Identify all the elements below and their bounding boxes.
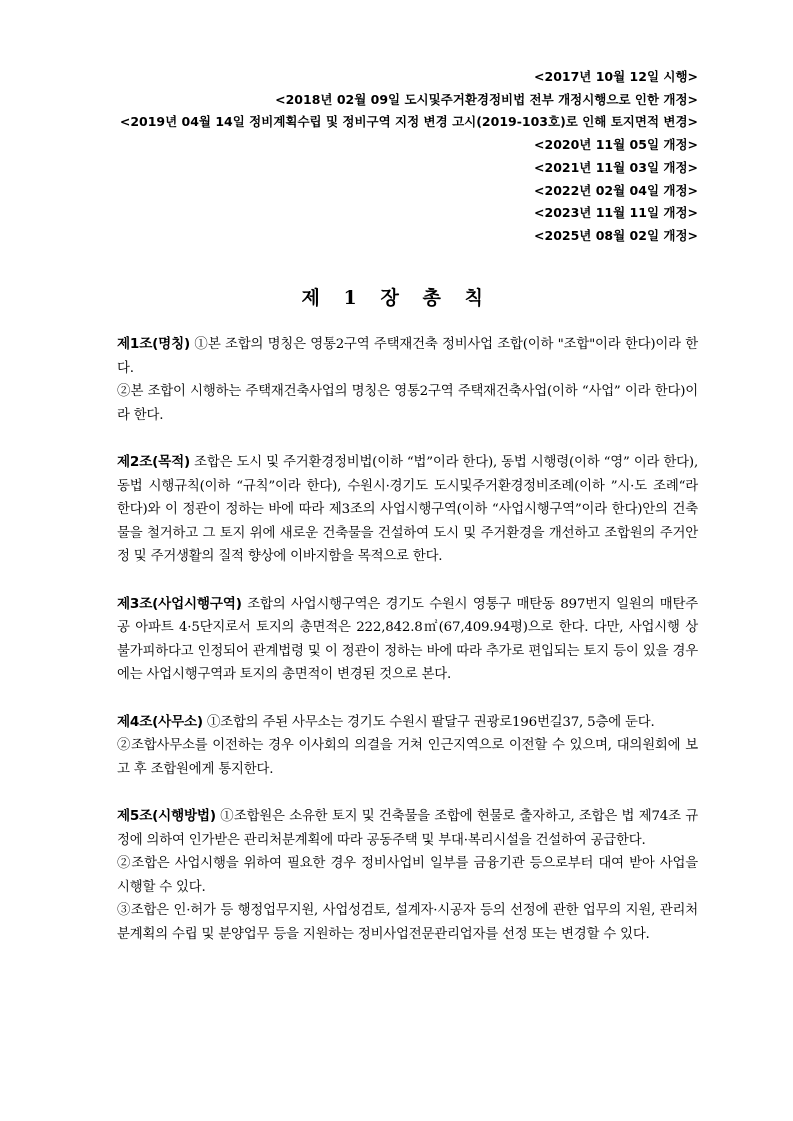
revision-history-line: <2025년 08월 02일 개정>	[534, 227, 698, 243]
article-heading: 제5조(시행방법)	[117, 808, 216, 824]
article-paragraph: ②본 조합이 시행하는 주택재건축사업의 명칭은 영통2구역 주택재건축사업(이하 “사업” 이라 한다)이라 한다.	[117, 384, 698, 423]
article-paragraph	[117, 711, 698, 735]
article-1	[117, 333, 698, 427]
article-2	[117, 451, 698, 569]
article-paragraph	[117, 593, 698, 687]
article-paragraph: ②조합사무소를 이전하는 경우 이사회의 의결을 거쳐 인근지역으로 이전할 수 있으며, 대의원회에 보고 후 조합원에게 통지한다.	[117, 738, 698, 777]
article-heading: 제2조(목적)	[117, 454, 191, 470]
revision-history-line: <2018년 02월 09일 도시및주거환경정비법 전부 개정시행으로 인한 개정>	[275, 91, 698, 107]
revision-history	[58, 66, 698, 248]
article-paragraph	[117, 451, 698, 569]
revision-history-line: <2021년 11월 03일 개정>	[534, 159, 698, 175]
article-heading: 제4조(사무소)	[117, 713, 203, 730]
revision-history-line: <2023년 11월 11일 개정>	[534, 205, 698, 221]
article-4	[117, 711, 698, 782]
article-paragraph: ③조합은 인·허가 등 행정업무지원, 사업성검토, 설계자·시공자 등의 선정에 관한 업무의 지원, 관리처분계획의 수립 및 분양업무 등을 지원하는 정비사업전문관리업자를 선정 또는 변경할 수 있다.	[117, 903, 698, 942]
article-heading: 제3조(사업시행구역)	[117, 595, 242, 612]
article-5	[117, 805, 698, 946]
revision-history-line: <2019년 04월 14일 정비계획수립 및 정비구역 지정 변경 고시(2019-103호)로 인해 토지면적 변경>	[119, 114, 698, 130]
revision-history-line: <2020년 11월 05일 개정>	[534, 137, 698, 153]
article-text: ①조합원은 소유한 토지 및 건축물을 조합에 현물로 출자하고, 조합은 법 제74조 규정에 의하여 인가받은 관리처분계획에 따라 공동주택 및 부대·복리시설을 건설하여 공급한다.	[117, 809, 698, 848]
article-heading: 제1조(명칭)	[117, 336, 191, 352]
chapter-title: 제 1 장 총 칙	[301, 287, 492, 309]
article-text: ①조합의 주된 사무소는 경기도 수원시 팔달구 권광로196번길37, 5층에 둔다.	[207, 714, 655, 730]
article-paragraph: ②조합은 사업시행을 위하여 필요한 경우 정비사업비 일부를 금융기관 등으로부터 대여 받아 사업을 시행할 수 있다.	[117, 856, 698, 895]
article-paragraph	[117, 333, 698, 380]
article-3	[117, 593, 698, 687]
revision-history-line: <2017년 10월 12일 시행>	[534, 69, 698, 84]
revision-history-line: <2022년 02월 04일 개정>	[534, 182, 698, 198]
article-paragraph	[117, 805, 698, 852]
article-list	[117, 333, 698, 970]
article-text: 조합의 사업시행구역은 경기도 수원시 영통구 매탄동 897번지 일원의 매탄주공 아파트 4·5단지로서 토지의 총면적은 222,842.8㎡(67,409.94평)으로 한다. 다만, 사업시행 상 불가피하다고 인정되어 관계법령 및 이 정관이 정하는 바에 따라 추가로 편입되는 토지 등이 있을 경우에는 사업시행구역과 토지의 총면적이 변경된 것으로 본다.	[117, 596, 699, 682]
article-text: 조합은 도시 및 주거환경정비법(이하 “법”이라 한다), 동법 시행령(이하 “영” 이라 한다), 동법 시행규칙(이하 “규칙”이라 한다), 수원시·경기도 도시및주거환경정비조례(이하 ”시·도 조례“라 한다)와 이 정관이 정하는 바에 따라 제3조의 사업시행구역(이하 “사업시행구역”이라 한다)안의 건축물을 철거하고 그 토지 위에 새로운 건축물을 건설하여 도시 및 주거환경을 개선하고 조합원의 주거안정 및 주거생활의 질적 향상에 이바지함을 목적으로 한다.	[117, 455, 698, 564]
article-text: ①본 조합의 명칭은 영통2구역 주택재건축 정비사업 조합(이하 "조합"이라 한다)이라 한다.	[117, 337, 698, 376]
